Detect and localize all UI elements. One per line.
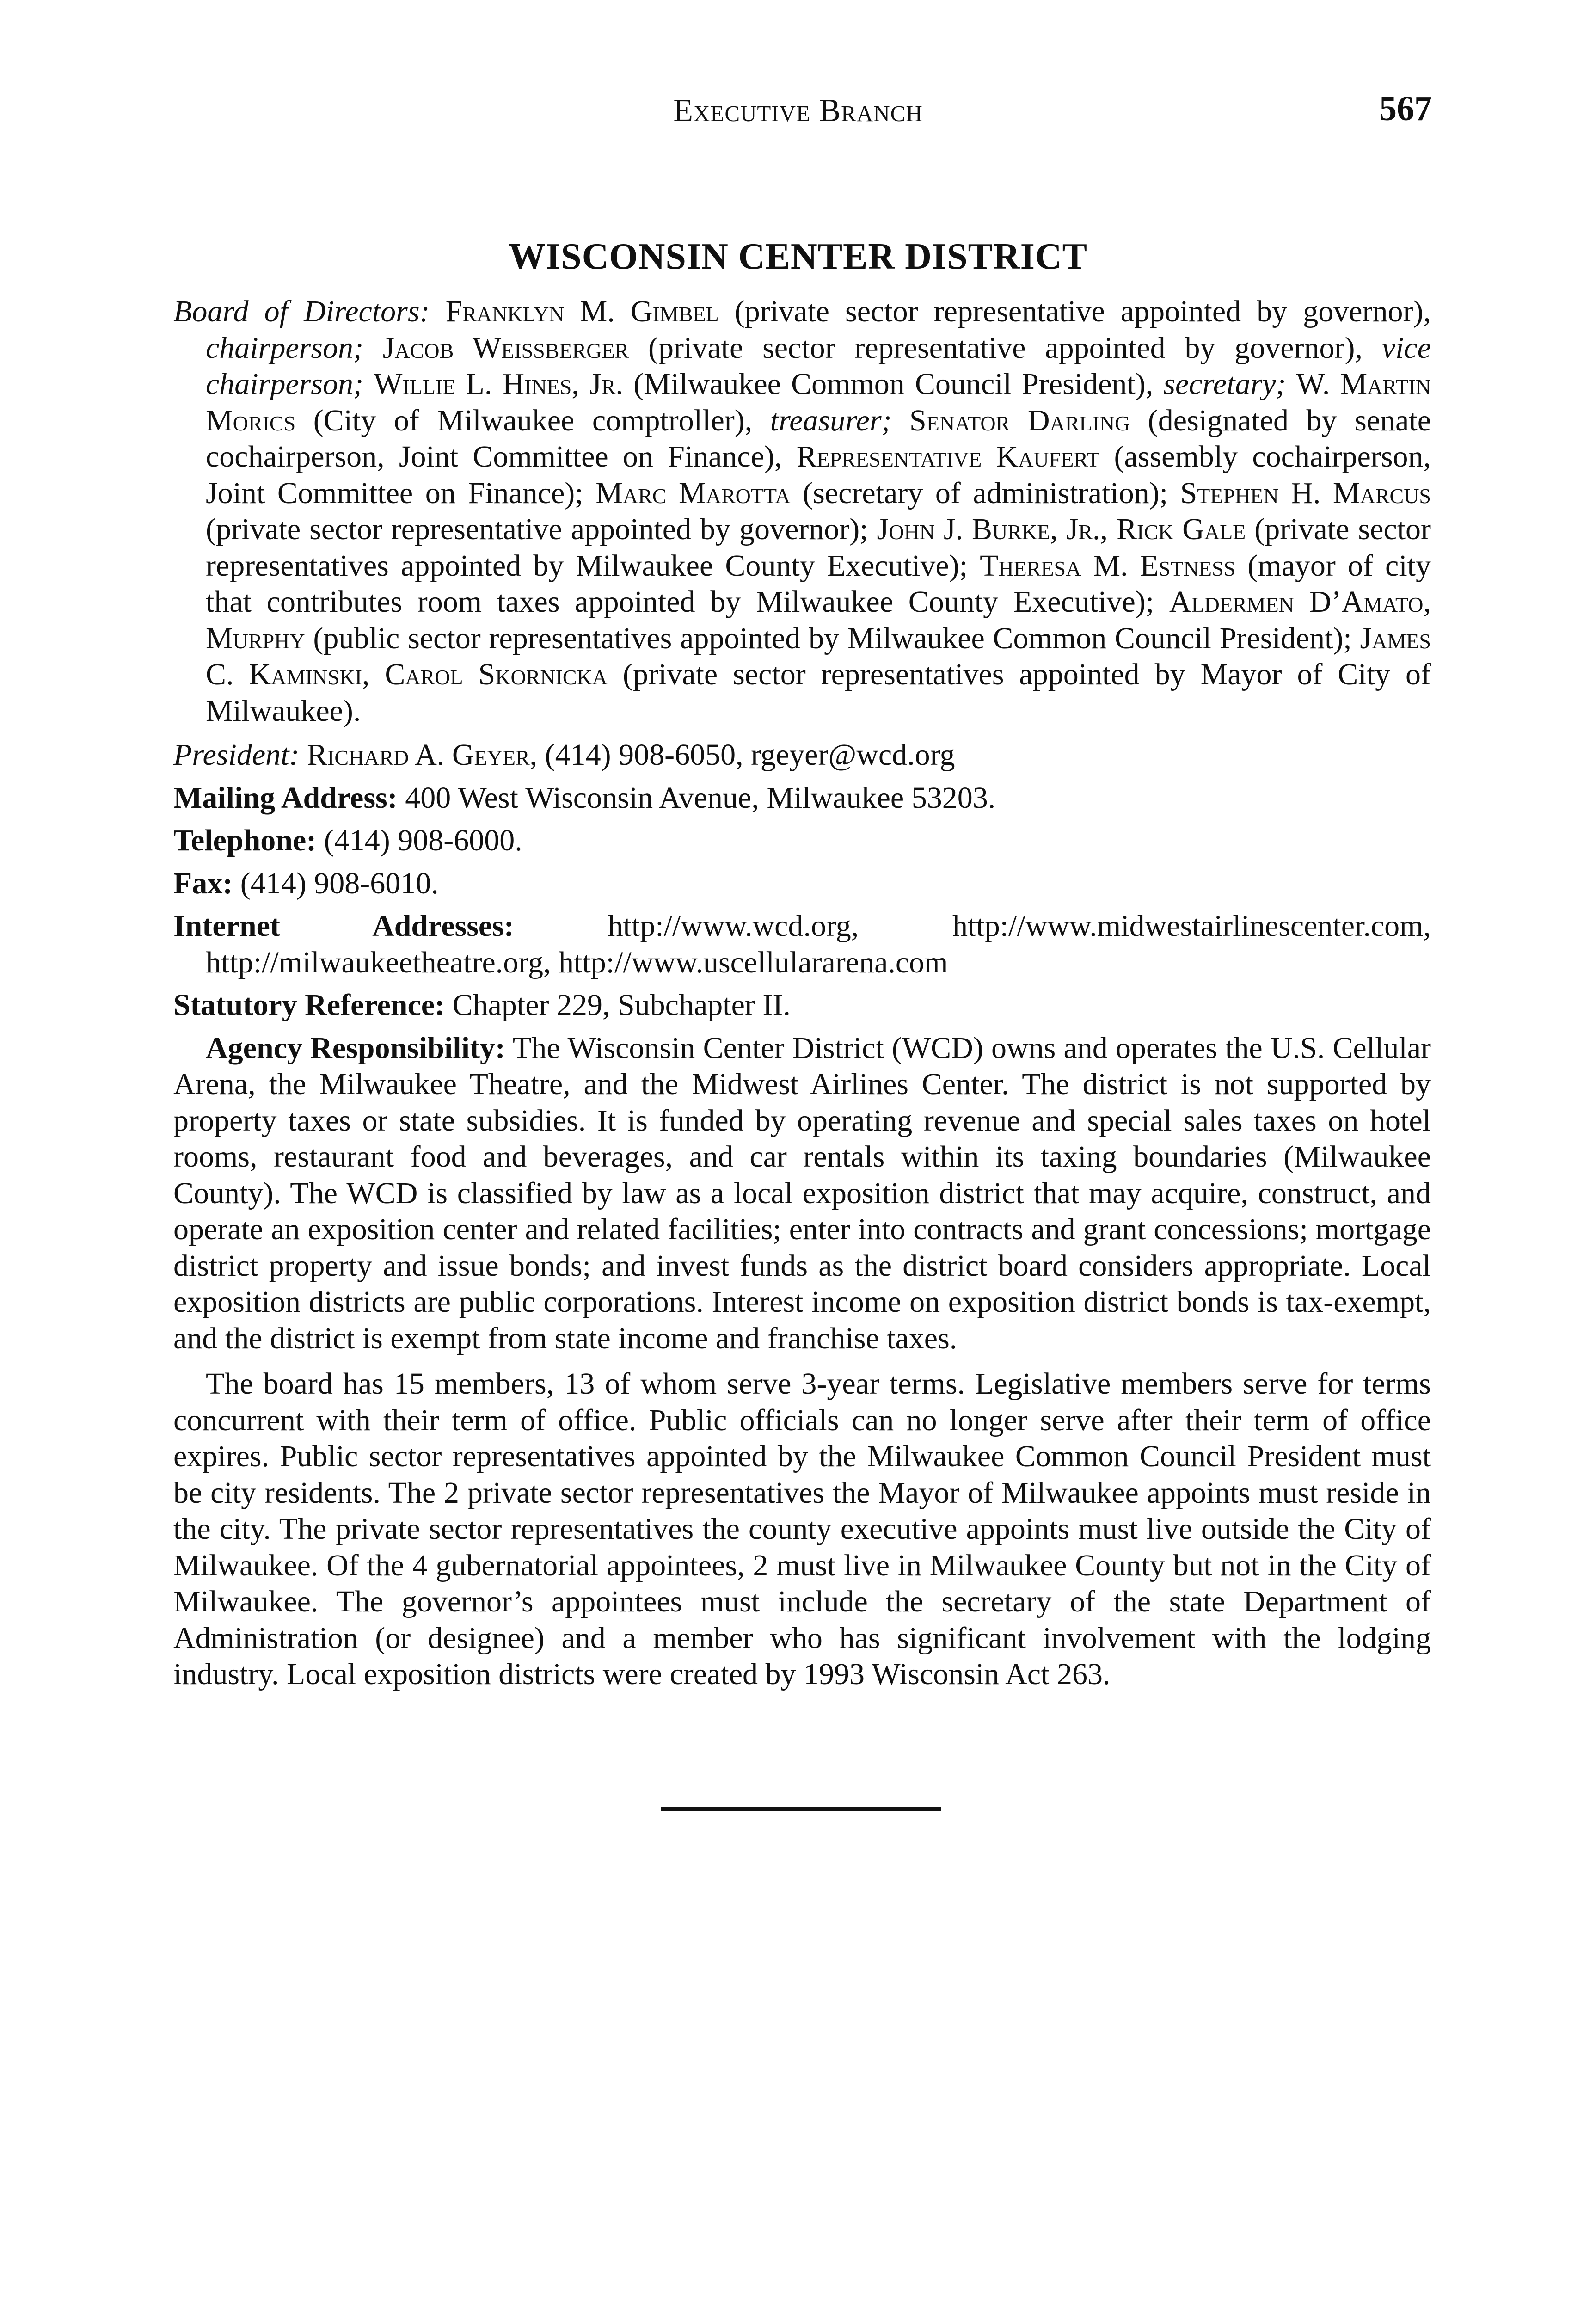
agency-responsibility-label: Agency Responsibility:	[206, 1031, 505, 1065]
fax-entry	[173, 866, 1431, 902]
directory-entry	[173, 294, 1431, 1702]
president-label: President:	[173, 738, 300, 772]
running-title: Executive Branch	[673, 93, 923, 129]
member-description: (designated by senate cochairperson, Joint Committee on Finance),	[206, 403, 1431, 473]
member-description: (private sector representative appointed by governor),	[718, 295, 1431, 328]
internet-addresses-value: http://www.wcd.org, http://www.midwestairlinescenter.com, http://milwaukeetheatre.org, http://www.uscellulararena.com	[206, 909, 1431, 979]
agency-responsibility-paragraph	[173, 1030, 1431, 1357]
fax-value: (414) 908-6010.	[240, 866, 439, 900]
telephone-value: (414) 908-6000.	[324, 824, 522, 857]
mailing-address-entry	[173, 780, 1431, 817]
member-role: chairperson;	[206, 331, 363, 365]
member-role: vice chairperson;	[206, 331, 1431, 401]
member-name: Aldermen D’Amato, Murphy	[206, 585, 1431, 655]
member-name: James C. Kaminski, Carol Skornicka	[206, 621, 1431, 691]
mailing-address-label: Mailing Address:	[173, 781, 398, 815]
mailing-address-value: 400 West Wisconsin Avenue, Milwaukee 53203.	[405, 781, 996, 815]
statutory-reference-value: Chapter 229, Subchapter II.	[452, 988, 791, 1022]
board-of-directors	[173, 294, 1431, 729]
president-name: Richard A. Geyer	[307, 738, 530, 772]
member-name: Jacob Weissberger	[382, 331, 629, 365]
page-number: 567	[1379, 89, 1432, 128]
telephone-label: Telephone:	[173, 824, 317, 857]
member-description: (private sector representatives appointed by Mayor of City of Milwaukee).	[206, 658, 1431, 728]
member-description: (public sector representatives appointed by Milwaukee Common Council President);	[305, 621, 1360, 655]
member-name: Willie L. Hines, Jr.	[374, 367, 623, 401]
member-description: (City of Milwaukee comptroller),	[295, 403, 770, 437]
member-role: secretary;	[1163, 367, 1286, 401]
running-header	[0, 90, 1596, 132]
member-description: (assembly cochairperson, Joint Committee on Finance);	[206, 440, 1431, 510]
member-name: Theresa M. Estness	[980, 548, 1236, 583]
president-contact: , (414) 908-6050, rgeyer@wcd.org	[529, 738, 955, 772]
member-description: (Milwaukee Common Council President),	[623, 367, 1164, 401]
section-title: WISCONSIN CENTER DISTRICT	[509, 236, 1087, 277]
member-description: (private sector representatives appointed by Milwaukee County Executive);	[206, 512, 1431, 583]
fax-label: Fax:	[173, 866, 233, 900]
internet-addresses-label: Internet Addresses:	[173, 909, 514, 943]
member-description: (private sector representative appointed by governor),	[629, 331, 1382, 365]
statutory-reference-label: Statutory Reference:	[173, 988, 445, 1022]
internet-addresses-entry	[173, 908, 1431, 981]
member-name: W. Martin Morics	[206, 367, 1431, 437]
member-description: (secretary of administration);	[790, 476, 1180, 510]
member-name: Senator Darling	[909, 403, 1130, 437]
member-name: John J. Burke, Jr., Rick Gale	[877, 512, 1246, 546]
statutory-reference-entry	[173, 987, 1431, 1024]
telephone-entry	[173, 823, 1431, 859]
president-entry	[173, 737, 1431, 774]
board-composition-paragraph: The board has 15 members, 13 of whom serve 3-year terms. Legislative members serve for terms concurrent with their term of office. Public officials can no longer serve after their term of office expires. Public sector representatives appointed by the Milwaukee Common Council President must be city residents. The 2 private sector representatives the Mayor of Milwaukee appoints must reside in the city. The private sector representatives the county executive appoints must live outside the City of Milwaukee. Of the 4 gubernatorial appointees, 2 must live in Milwaukee County but not in the City of Milwaukee. The governor’s appointees must include the secretary of the state Department of Administration (or designee) and a member who has significant involvement with the lodging industry. Local exposition districts were created by 1993 Wisconsin Act 263.	[173, 1367, 1431, 1691]
member-name: Stephen H. Marcus	[1180, 476, 1431, 510]
member-description: (private sector representative appointed by governor);	[206, 512, 877, 546]
board-label: Board of Directors:	[173, 295, 430, 328]
member-name: Franklyn M. Gimbel	[445, 295, 719, 328]
member-name: Marc Marotta	[595, 476, 791, 510]
closing-rule	[661, 1807, 941, 1811]
member-role: treasurer;	[770, 403, 892, 437]
member-description: (mayor of city that contributes room taxes appointed by Milwaukee County Executive);	[206, 548, 1431, 619]
member-name: Representative Kaufert	[796, 440, 1100, 473]
agency-responsibility-text: The Wisconsin Center District (WCD) owns and operates the U.S. Cellular Arena, the Milwaukee Theatre, and the Midwest Airlines Center. The district is not supported by property taxes or state subsidies. It is funded by operating revenue and special sales taxes on hotel rooms, restaurant food and beverages, and car rentals within its taxing boundaries (Milwaukee County). The WCD is classified by law as a local exposition district that may acquire, construct, and operate an exposition center and related facilities; enter into contracts and grant concessions; mortgage district property and issue bonds; and invest funds as the district board considers appropriate. Local exposition districts are public corporations. Interest income on exposition district bonds is tax-exempt, and the district is exempt from state income and franchise taxes.	[173, 1031, 1431, 1355]
